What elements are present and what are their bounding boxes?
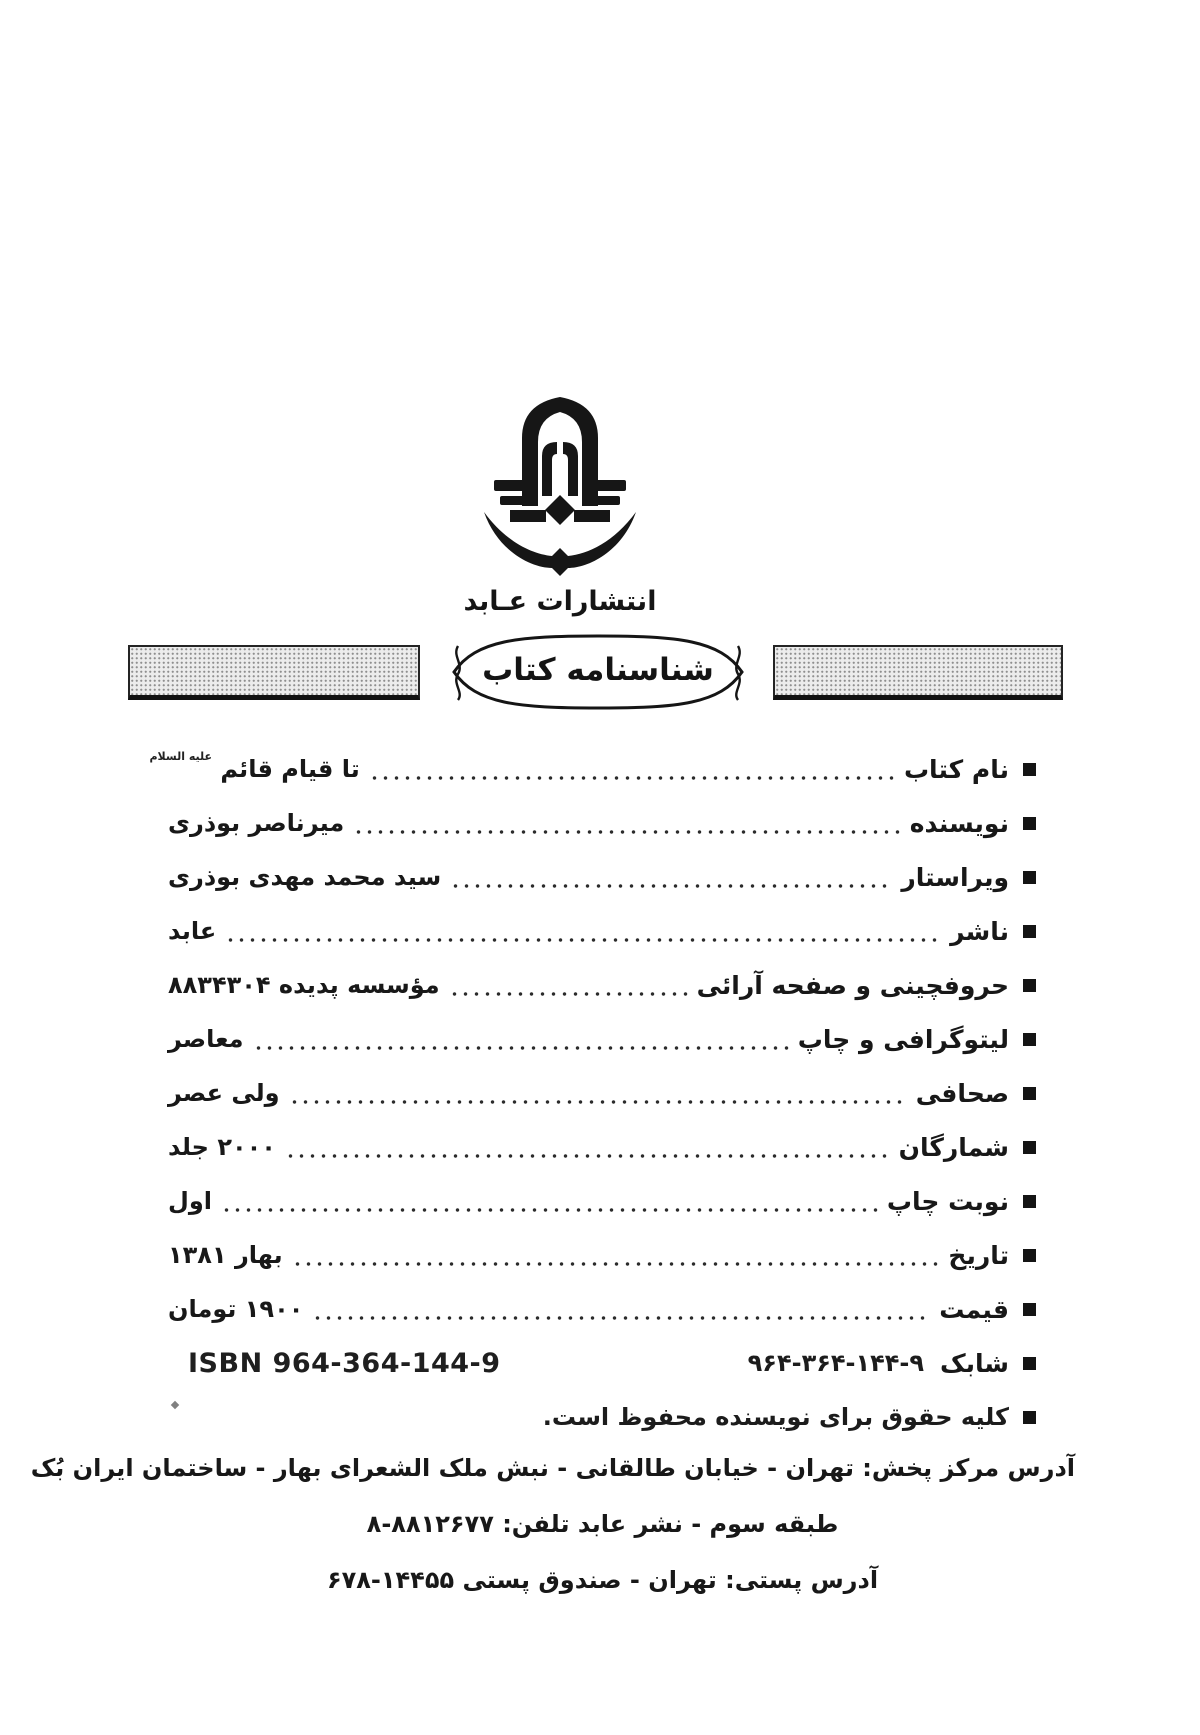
publisher-name: انتشارات عـابد bbox=[463, 586, 657, 617]
record-value: سید محمد مهدی بوذری bbox=[168, 863, 442, 891]
record-value: ۲۰۰۰ جلد bbox=[168, 1133, 276, 1161]
record-row-typesetting bbox=[168, 958, 1036, 1012]
record-label: نویسنده bbox=[909, 808, 1009, 838]
black-square-bullet-icon bbox=[1023, 1195, 1036, 1208]
record-label: صحافی bbox=[915, 1078, 1009, 1108]
dotted-leader bbox=[312, 1315, 930, 1321]
record-value: ۱۹۰۰ تومان bbox=[168, 1295, 304, 1323]
isbn-value-latin: ISBN 964-364-144-9 bbox=[188, 1347, 501, 1379]
copyright-text: کلیه حقوق برای نویسنده محفوظ است. bbox=[542, 1403, 1009, 1431]
dotted-leader bbox=[289, 1099, 907, 1105]
page-title: شناسنامه کتاب bbox=[482, 651, 714, 688]
honorific-mark: علیه السلام bbox=[149, 750, 212, 763]
book-title-text: تا قیام قائم bbox=[220, 755, 360, 783]
dotted-leader bbox=[253, 1045, 789, 1051]
dotted-leader bbox=[450, 883, 892, 889]
floor-and-phone: طبقه سوم - نشر عابد تلفن: ۸۸۱۲۶۷۷-۸ bbox=[366, 1510, 839, 1538]
record-value: عابد bbox=[168, 917, 217, 945]
black-square-bullet-icon bbox=[1023, 763, 1036, 776]
record-value: میرناصر بوذری bbox=[168, 809, 345, 837]
record-row-publisher bbox=[168, 904, 1036, 958]
record-row-print-run bbox=[168, 1120, 1036, 1174]
record-value: ولی عصر bbox=[168, 1079, 280, 1107]
publisher-addresses bbox=[30, 1440, 1075, 1608]
record-row-editor bbox=[168, 850, 1036, 904]
dotted-leader bbox=[221, 1207, 878, 1213]
black-square-bullet-icon bbox=[1023, 1303, 1036, 1316]
black-square-bullet-icon bbox=[1023, 1411, 1036, 1424]
record-label: نام کتاب bbox=[903, 754, 1009, 784]
record-row-binding bbox=[168, 1066, 1036, 1120]
record-row-edition bbox=[168, 1174, 1036, 1228]
record-row-book-title bbox=[149, 742, 1036, 796]
black-square-bullet-icon bbox=[1023, 925, 1036, 938]
record-label: قیمت bbox=[939, 1294, 1009, 1324]
record-value: مؤسسه پدیده ۸۸۳۴۳۰۴ bbox=[168, 971, 440, 999]
postal-address: آدرس پستی: تهران - صندوق پستی ۱۴۴۵۵-۶۷۸ bbox=[326, 1566, 879, 1594]
record-row-price bbox=[168, 1282, 1036, 1336]
dotted-leader bbox=[292, 1261, 940, 1267]
dotted-leader bbox=[449, 991, 688, 997]
record-value: بهار ۱۳۸۱ bbox=[168, 1241, 283, 1269]
halftone-bar-right bbox=[773, 645, 1063, 700]
isbn-label: شابک bbox=[940, 1348, 1009, 1378]
record-row-lithography-print bbox=[168, 1012, 1036, 1066]
colophon-records bbox=[149, 742, 1036, 1444]
title-cartouche bbox=[448, 630, 748, 714]
record-label: شمارگان bbox=[898, 1132, 1009, 1162]
record-label: تاریخ bbox=[948, 1240, 1009, 1270]
record-label: ناشر bbox=[950, 916, 1009, 946]
dotted-leader bbox=[369, 775, 895, 781]
record-value bbox=[149, 750, 360, 783]
isbn-value-persian: ۹۶۴-۳۶۴-۱۴۴-۹ bbox=[747, 1349, 925, 1377]
record-value: معاصر bbox=[168, 1025, 244, 1053]
copyright-row bbox=[168, 1390, 1036, 1444]
record-row-isbn bbox=[168, 1336, 1036, 1390]
black-square-bullet-icon bbox=[1023, 817, 1036, 830]
distribution-address: آدرس مرکز پخش: تهران - خیابان طالقانی - نبش ملک الشعرای بهار - ساختمان ایران بُک bbox=[30, 1454, 1075, 1482]
dotted-leader bbox=[225, 937, 941, 943]
record-label: نوبت چاپ bbox=[886, 1186, 1009, 1216]
black-square-bullet-icon bbox=[1023, 979, 1036, 992]
black-square-bullet-icon bbox=[1023, 1249, 1036, 1262]
black-square-bullet-icon bbox=[1023, 871, 1036, 884]
black-square-bullet-icon bbox=[1023, 1033, 1036, 1046]
black-square-bullet-icon bbox=[1023, 1357, 1036, 1370]
record-value: اول bbox=[168, 1187, 212, 1215]
record-label: لیتوگرافی و چاپ bbox=[797, 1024, 1009, 1054]
record-label: ویراستار bbox=[901, 862, 1009, 892]
dotted-leader bbox=[353, 829, 900, 835]
dotted-leader bbox=[285, 1153, 890, 1159]
black-square-bullet-icon bbox=[1023, 1087, 1036, 1100]
record-label: حروفچینی و صفحه آرائی bbox=[696, 970, 1009, 1000]
record-row-date bbox=[168, 1228, 1036, 1282]
record-row-author bbox=[168, 796, 1036, 850]
black-square-bullet-icon bbox=[1023, 1141, 1036, 1154]
publisher-logo bbox=[410, 392, 710, 617]
halftone-bar-left bbox=[128, 645, 420, 700]
abed-publications-emblem-icon bbox=[410, 392, 710, 582]
